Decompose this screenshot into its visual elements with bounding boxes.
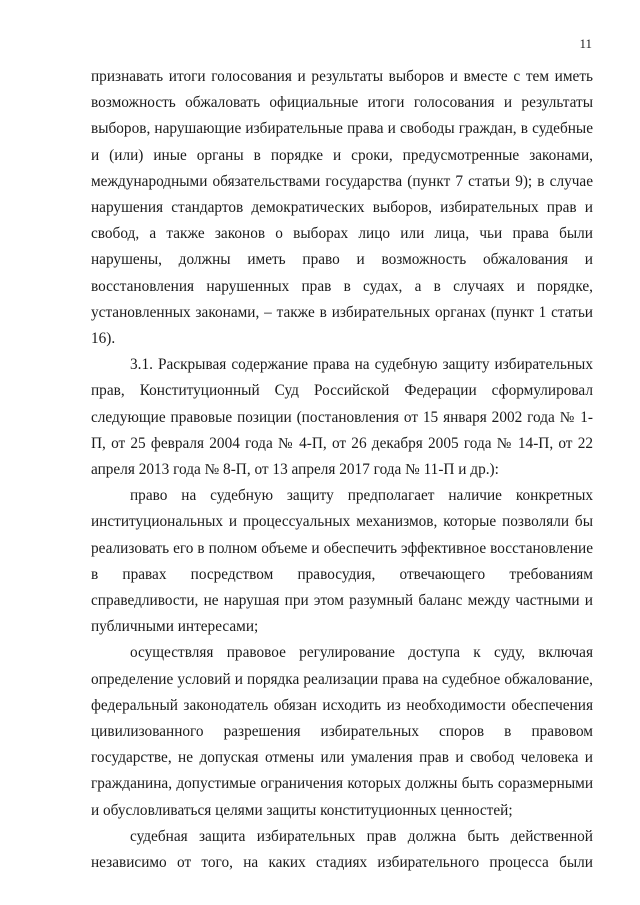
page-number: 11 [579, 36, 592, 51]
paragraph-legal-position-2: осуществляя правовое регулирование доступа к суду, включая определение условий и порядка реализации права на судебное обжалование, федеральный законодатель обязан исходить из необходимости обеспечения цивилизованного разрешения избирательных споров в правовом государстве, не допуская отмены или умаления прав и свобод человека и гражданина, допустимые ограничения которых должны быть соразмерными и обусловливаться целями защиты конституционных ценностей; [91, 644, 593, 819]
document-body [91, 64, 593, 876]
paragraph-legal-position-1: право на судебную защиту предполагает наличие конкретных институциональных и процессуальных механизмов, которые позволяли бы реализовать его в полном объеме и обеспечить эффективное восстановление в правах посредством правосудия, отвечающего требованиям справедливости, не нарушая при этом разумный баланс между частными и публичными интересами; [91, 487, 593, 636]
paragraph-legal-position-3: судебная защита избирательных прав должна быть действенной независимо от того, на каких стадиях избирательного процесса были [91, 827, 593, 872]
paragraph-continuation: признавать итоги голосования и результаты выборов и вместе с тем иметь возможность обжаловать официальные итоги голосования и результаты выборов, нарушающие избирательные права и свободы граждан, в судебные и (или) иные органы в порядке и сроки, предусмотренные законами, международными обязательствами государства (пункт 7 статьи 9); в случае нарушения стандартов демократических выборов, избирательных прав и свобод, а также законов о выборах лицо или лица, чьи права были нарушены, должны иметь право и возможность обжалования и восстановления нарушенных прав в судах, а в случаях и порядке, установленных законами, – также в избирательных органах (пункт 1 статьи 16). [91, 68, 593, 348]
paragraph-3-1: 3.1. Раскрывая содержание права на судебную защиту избирательных прав, Конституционный Суд Российской Федерации сформулировал следующие правовые позиции (постановления от 15 января 2002 года № 1-П, от 25 февраля 2004 года № 4-П, от 26 декабря 2005 года № 14-П, от 22 апреля 2013 года № 8-П, от 13 апреля 2017 года № 11-П и др.): [91, 356, 593, 479]
